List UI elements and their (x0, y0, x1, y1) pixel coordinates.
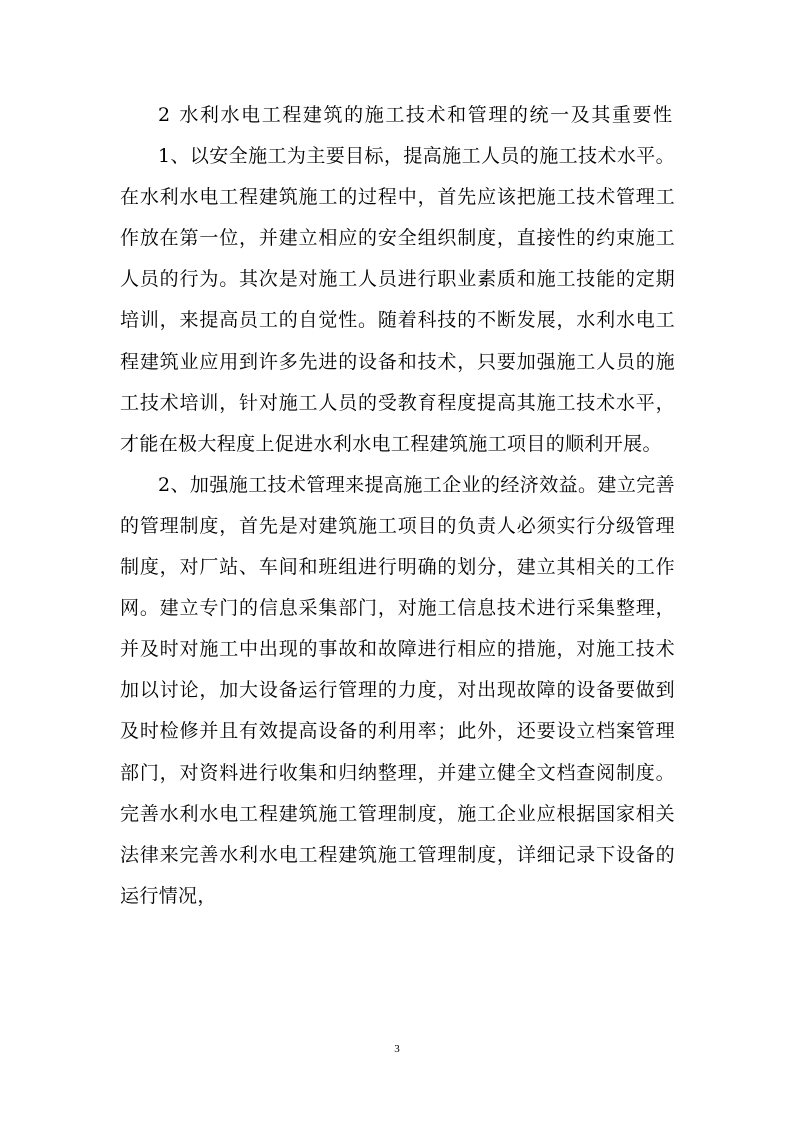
paragraph-1: 1、以安全施工为主要目标，提高施工人员的施工技术水平。在水利水电工程建筑施工的过程中，首先应该把施工技术管理工作放在第一位，并建立相应的安全组织制度，直接性的约束施工人员的行为。其次是对施工人员进行职业素质和施工技能的定期培训，来提高员工的自觉性。随着科技的不断发展，水利水电工程建筑业应用到许多先进的设备和技术，只要加强施工人员的施工技术培训，针对施工人员的受教育程度提高其施工技术水平，才能在极大程度上促进水利水电工程建筑施工项目的顺利开展。 (120, 145, 675, 455)
page-number: 3 (394, 1043, 400, 1055)
body-text (120, 95, 675, 917)
paragraph-2: 2、加强施工技术管理来提高施工企业的经济效益。建立完善的管理制度，首先是对建筑施工项目的负责人必须实行分级管理制度，对厂站、车间和班组进行明确的划分，建立其相关的工作网。建立专门的信息采集部门，对施工信息技术进行采集整理，并及时对施工中出现的事故和故障进行相应的措施，对施工技术加以讨论，加大设备运行管理的力度，对出现故障的设备要做到及时检修并且有效提高设备的利用率；此外，还要设立档案管理部门，对资料进行收集和归纳整理，并建立健全文档查阅制度。完善水利水电工程建筑施工管理制度，施工企业应根据国家相关法律来完善水利水电工程建筑施工管理制度，详细记录下设备的运行情况， (120, 473, 675, 907)
section-heading: 2 水利水电工程建筑的施工技术和管理的统一及其重要性 (158, 104, 674, 126)
